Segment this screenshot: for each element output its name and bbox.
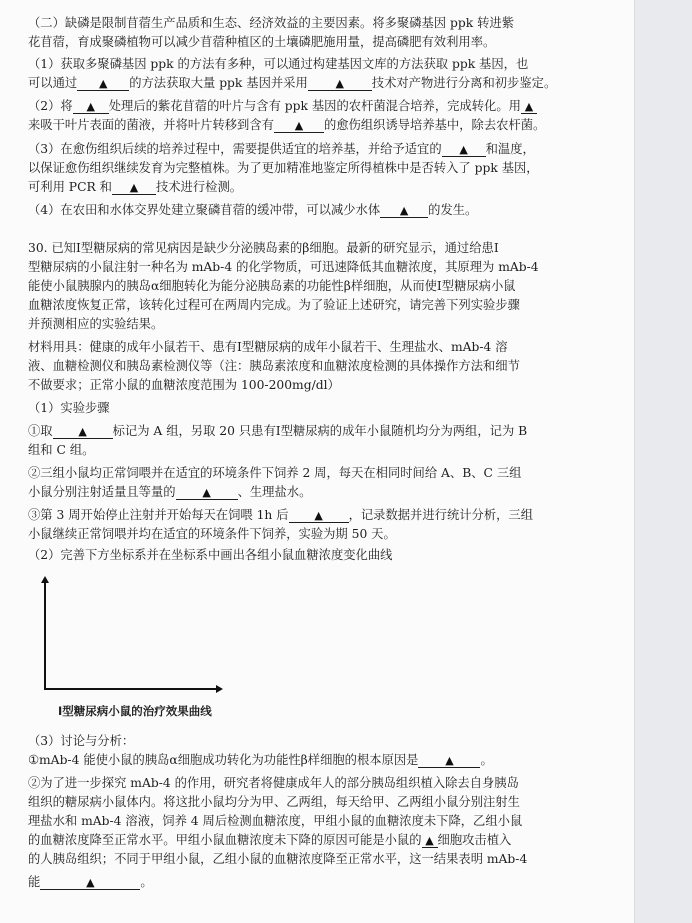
triangle-icon: ▲	[98, 77, 108, 90]
d2-line5: 的人胰岛组织；不同于甲组小鼠，乙组小鼠的血糖浓度降至正常水平，这一结果表明 mAb-4	[28, 852, 528, 866]
step3-line1: ③第 3 周开始停止注射并开始每天在饲喂 1h 后 ▲ ，记录数据并进行统计分析，三组	[28, 508, 534, 522]
q3-line3: 可利用 PCR 和 ▲ 技术进行检测。	[28, 180, 243, 194]
triangle-icon: ▲	[399, 204, 409, 217]
triangle-icon: ▲	[129, 181, 139, 194]
y-axis	[44, 580, 46, 690]
answer-blank[interactable]	[77, 77, 129, 91]
scrollbar-panel[interactable]	[634, 0, 692, 923]
triangle-icon: ▲	[202, 486, 211, 499]
step1-line1: ①取 ▲ 标记为 A 组，另取 20 只患有Ⅰ型糖尿病的成年小鼠随机均分为两组，记为 B	[28, 424, 528, 438]
q2-title: （2）完善下方坐标系并在坐标系中画出各组小鼠血糖浓度变化曲线	[28, 548, 393, 562]
step1-line2: 组和 C 组。	[28, 443, 95, 457]
d2-line4: 的血糖浓度降至正常水平。甲组小鼠血糖浓度未下降的原因可能是小鼠的 ▲ 细胞攻击植入	[28, 833, 512, 847]
q30-intro-line3: 能使小鼠胰腺内的胰岛α细胞转化为能分泌胰岛素的功能性β样细胞，从而使Ⅰ型糖尿病小鼠	[28, 279, 516, 293]
d1-line: ①mAb-4 能使小鼠的胰岛α细胞成功转化为功能性β样细胞的根本原因是 ▲ 。	[28, 753, 493, 767]
answer-blank[interactable]	[418, 754, 480, 768]
q3-title: （3）讨论与分析：	[28, 734, 135, 748]
graph-caption: Ⅰ型糖尿病小鼠的治疗效果曲线	[58, 704, 212, 718]
q3-line1: （3）在愈伤组织后续的培养过程中，需要提供适宜的培养基，并给予适宜的 ▲ 和温度，	[28, 142, 535, 156]
step2-line2: 小鼠分别注射适量且等量的 ▲ 、生理盐水。	[28, 485, 312, 499]
triangle-icon: ▲	[335, 77, 345, 90]
triangle-icon: ▲	[425, 834, 434, 847]
d2-line3: 理盐水和 mAb-4 溶液，饲养 4 周后检测血糖浓度，甲组小鼠的血糖浓度未下降，乙组小鼠	[28, 814, 523, 828]
q1-line1: （1）获取多聚磷基因 ppk 的方法有多种，可以通过构建基因文库的方法获取 ppk 基因，也	[28, 57, 529, 71]
section2-intro-line1: （二）缺磷是限制苜蓿生产品质和生态、经济效益的主要因素。将多聚磷基因 ppk 转进紫	[28, 16, 514, 30]
answer-blank[interactable]	[289, 509, 349, 523]
section2-intro-line2: 花苜蓿，育成聚磷植物可以减少苜蓿种植区的土壤磷肥施用量，提高磷肥有效利用率。	[28, 35, 496, 49]
d2-line6: 能 ▲ 。	[28, 875, 153, 889]
q30-intro-line1: 30. 已知Ⅰ型糖尿病的常见病因是缺少分泌胰岛素的β细胞。最新的研究显示，通过给患Ⅰ	[28, 241, 499, 255]
q30-intro-line5: 并预测相应的实验结果。	[28, 317, 164, 331]
step3-line2: 小鼠继续正常饲喂并均在适宜的环境条件下饲养，实验为期 50 天。	[28, 527, 396, 541]
materials-line1: 材料用具：健康的成年小鼠若干、患有Ⅰ型糖尿病的成年小鼠若干、生理盐水、mAb-4 溶	[28, 340, 508, 354]
answer-blank[interactable]	[73, 100, 109, 114]
triangle-icon: ▲	[314, 509, 323, 522]
triangle-icon: ▲	[78, 425, 87, 438]
triangle-icon: ▲	[86, 876, 95, 889]
triangle-icon: ▲	[86, 100, 95, 113]
answer-blank[interactable]	[53, 425, 113, 439]
triangle-icon: ▲	[294, 119, 304, 132]
q30-intro-line4: 血糖浓度恢复正常，该转化过程可在两周内完成。为了验证上述研究，请完善下列实验步骤	[28, 298, 520, 312]
q3-line2: 以保证愈伤组织继续发育为完整植株。为了更加精准地鉴定所得植株中是否转入了 ppk 基因，	[28, 161, 539, 175]
q2-line2: 来吸干叶片表面的菌液，并将叶片转移到含有 ▲ 的愈伤组织诱导培养基中，除去农杆菌。	[28, 118, 546, 132]
triangle-icon: ▲	[459, 143, 468, 156]
triangle-icon: ▲	[445, 754, 454, 767]
q30-intro-line2: 型糖尿病的小鼠注射一种名为 mAb-4 的化学物质，可迅速降低其血糖浓度，其原理为 mAb-4	[28, 260, 539, 274]
answer-blank[interactable]	[40, 876, 140, 890]
x-axis	[44, 688, 218, 690]
answer-blank[interactable]	[422, 834, 438, 848]
answer-blank[interactable]	[112, 181, 156, 195]
answer-blank[interactable]	[442, 143, 486, 157]
step2-line1: ②三组小鼠均正常饲喂并在适宜的环境条件下饲养 2 周，每天在相同时间给 A、B、C 三组	[28, 466, 522, 480]
answer-blank[interactable]	[380, 204, 428, 218]
d2-line1: ②为了进一步探究 mAb-4 的作用，研究者将健康成年人的部分胰岛组织植入除去自身胰岛	[28, 776, 519, 790]
answer-blank[interactable]	[176, 486, 238, 500]
materials-line3: 不做要求；正常小鼠的血糖浓度范围为 100-200mg/dl）	[28, 378, 340, 392]
x-axis-arrow-icon	[216, 685, 223, 693]
steps-title: （1）实验步骤	[28, 401, 110, 415]
answer-blank[interactable]	[308, 77, 372, 91]
d2-line2: 组织的糖尿病小鼠体内。将这批小鼠均分为甲、乙两组，每天给甲、乙两组小鼠分别注射生	[28, 795, 520, 809]
answer-blank[interactable]	[274, 119, 324, 133]
q1-line2: 可以通过 ▲ 的方法获取大量 ppk 基因并采用 ▲ 技术对产物进行分离和初步鉴定。	[28, 76, 557, 90]
answer-blank[interactable]	[521, 100, 537, 114]
q2-line1: （2）将 ▲ 处理后的紫花苜蓿的叶片与含有 ppk 基因的农杆菌混合培养，完成转化。用 ▲	[28, 99, 537, 114]
materials-line2: 液、血糖检测仪和胰岛素检测仪等（注：胰岛素浓度和血糖浓度检测的具体操作方法和细节	[28, 359, 520, 373]
q4-line: （4）在农田和水体交界处建立聚磷苜蓿的缓冲带，可以减少水体 ▲ 的发生。	[28, 203, 478, 217]
triangle-icon: ▲	[524, 100, 534, 113]
